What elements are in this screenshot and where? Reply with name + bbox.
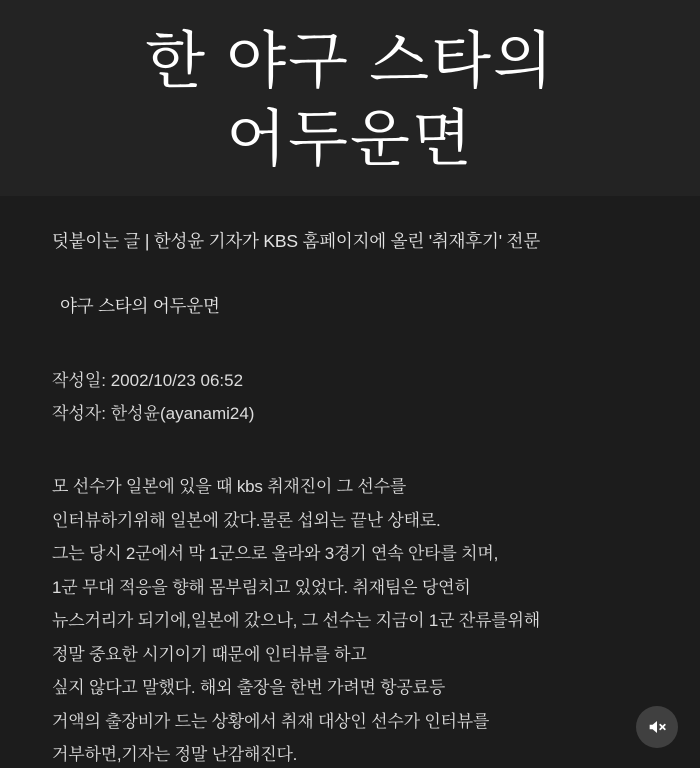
title-block — [0, 0, 700, 196]
document-meta — [52, 318, 648, 430]
speaker-muted-icon — [646, 716, 668, 738]
mute-toggle-button[interactable] — [636, 706, 678, 748]
spacer — [52, 253, 648, 283]
body-line: 인터뷰하기위해 일본에 갔다.물론 섭외는 끝난 상태로. — [52, 510, 441, 530]
body-line: 모 선수가 일본에 있을 때 kbs 취재진이 그 선수를 — [52, 477, 407, 496]
document-title: 야구 스타의 어두운면 — [60, 296, 220, 316]
body-line: 정말 중요한 시기이기 때문에 인터뷰를 하고 — [52, 644, 367, 664]
title-line-1: 한 야구 스타의 — [145, 27, 555, 96]
title-line-2: 어두운면 — [226, 105, 474, 174]
body-line: 거액의 출장비가 드는 상황에서 취재 대상인 선수가 인터뷰를 — [52, 711, 490, 731]
article-body — [0, 196, 700, 768]
author: 작성자: 한성윤(ayanami24) — [52, 404, 255, 423]
body-line: 거부하면,기자는 정말 난감해진다. — [52, 745, 298, 764]
body-line: 1군 무대 적응을 향해 몸부림치고 있었다. 취재팀은 당연히 — [52, 577, 471, 597]
article-subhead: 덧붙이는 글 | 한성윤 기자가 KBS 홈페이지에 올린 '취재후기' 전문 — [52, 231, 540, 251]
body-line: 뉴스거리가 되기에,일본에 갔으나, 그 선수는 지금이 1군 잔류를위해 — [52, 611, 540, 630]
created-date: 작성일: 2002/10/23 06:52 — [52, 371, 244, 390]
body-line: 그는 당시 2군에서 막 1군으로 올라와 3경기 연속 안타를 치며, — [52, 544, 499, 563]
body-line: 싶지 않다고 말했다. 해외 출장을 한번 가려면 항공료등 — [52, 678, 446, 697]
article-paragraph — [52, 430, 648, 768]
